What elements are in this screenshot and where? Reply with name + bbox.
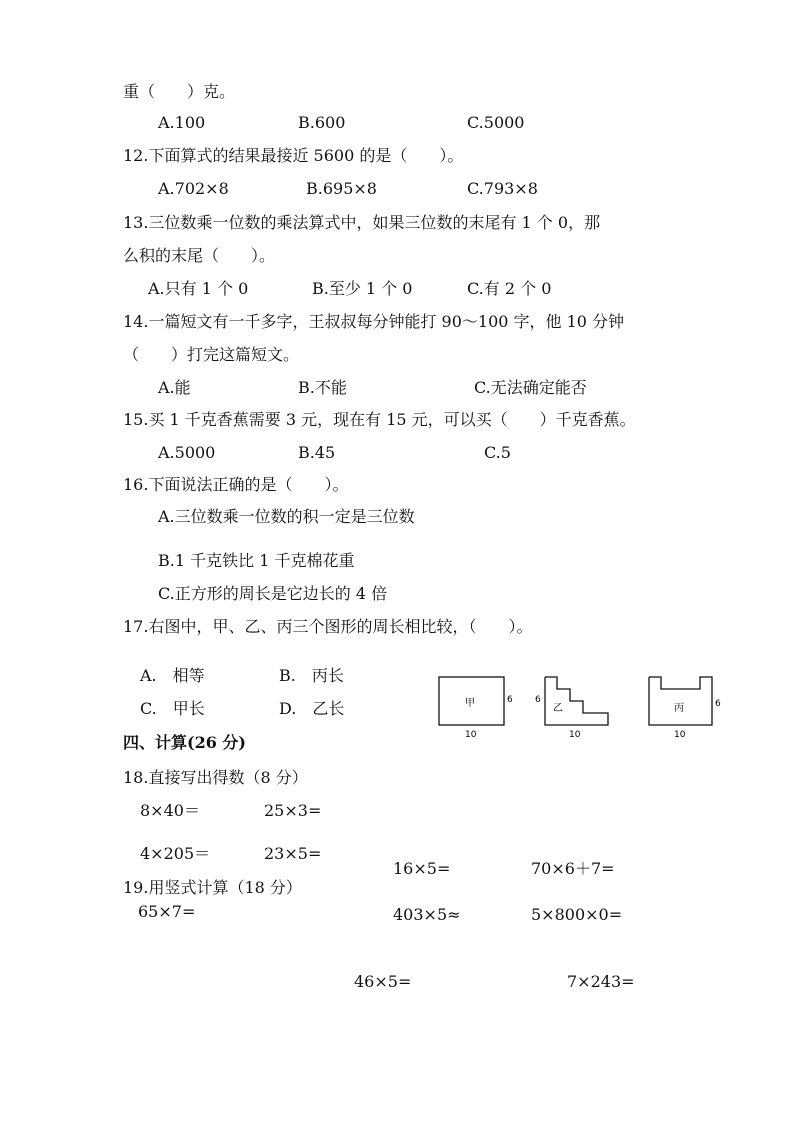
question-19: 19.用竖式计算（18 分） xyxy=(123,878,302,897)
q12-option-a: A.702×8 xyxy=(158,179,229,198)
q13-option-a: A.只有 1 个 0 xyxy=(148,279,249,298)
q11-option-a: A.100 xyxy=(158,113,206,132)
figure-jia xyxy=(432,670,522,742)
q17-option-b: B. 丙长 xyxy=(279,666,344,685)
q14-option-a: A.能 xyxy=(158,378,191,397)
q11-option-c: C.5000 xyxy=(467,113,525,132)
calc-403x5: 403×5≈ xyxy=(393,905,461,924)
q14-option-b: B.不能 xyxy=(298,378,347,397)
q12-option-c: C.793×8 xyxy=(467,179,538,198)
q11-tail: 重（ ）克。 xyxy=(123,82,236,101)
figure-jia-height: 6 xyxy=(507,695,513,705)
calc-4x205: 4×205＝ xyxy=(140,844,211,863)
q12-option-b: B.695×8 xyxy=(306,179,377,198)
q15-option-b: B.45 xyxy=(298,443,336,462)
q13-option-c: C.有 2 个 0 xyxy=(467,279,552,298)
q16-option-b: B.1 千克铁比 1 千克棉花重 xyxy=(158,551,355,570)
calc-46x5: 46×5= xyxy=(354,972,412,991)
calc-25x3: 25×3= xyxy=(264,801,322,820)
question-14-line2: （ ）打完这篇短文。 xyxy=(123,345,300,364)
question-14-line1: 14.一篇短文有一千多字，王叔叔每分钟能打 90～100 字，他 10 分钟 xyxy=(123,312,625,331)
q11-option-b: B.600 xyxy=(298,113,346,132)
q17-option-c: C. 甲长 xyxy=(140,699,205,718)
question-18: 18.直接写出得数（8 分） xyxy=(123,768,308,787)
calc-8x40: 8×40＝ xyxy=(140,801,200,820)
figure-yi xyxy=(532,670,622,742)
q14-option-c: C.无法确定能否 xyxy=(474,378,587,397)
figure-bing-width: 10 xyxy=(674,730,686,740)
question-16: 16.下面说法正确的是（ ）。 xyxy=(123,475,349,494)
section-4-heading: 四、计算(26 分) xyxy=(123,733,246,752)
figure-bing-label: 丙 xyxy=(674,703,684,714)
question-13-line2: 么积的末尾（ ）。 xyxy=(123,246,276,265)
question-15: 15.买 1 千克香蕉需要 3 元，现在有 15 元，可以买（ ）千克香蕉。 xyxy=(123,410,636,429)
q15-option-c: C.5 xyxy=(484,443,511,462)
calc-23x5: 23×5= xyxy=(264,844,322,863)
figure-bing xyxy=(640,670,730,742)
question-12: 12.下面算式的结果最接近 5600 的是（ ）。 xyxy=(123,146,464,165)
q15-option-a: A.5000 xyxy=(158,443,216,462)
q13-option-b: B.至少 1 个 0 xyxy=(312,279,413,298)
figure-bing-height: 6 xyxy=(715,699,721,709)
q17-option-d: D. 乙长 xyxy=(279,699,345,718)
figure-yi-label: 乙 xyxy=(553,703,563,714)
q16-option-c: C.正方形的周长是它边长的 4 倍 xyxy=(158,584,388,603)
question-13-line1: 13.三位数乘一位数的乘法算式中，如果三位数的末尾有 1 个 0，那 xyxy=(123,213,601,232)
q17-option-a: A. 相等 xyxy=(140,666,205,685)
figure-yi-height: 6 xyxy=(535,695,541,705)
q16-option-a: A.三位数乘一位数的积一定是三位数 xyxy=(158,507,415,526)
calc-65x7: 65×7= xyxy=(138,902,196,921)
figure-yi-width: 10 xyxy=(569,730,581,740)
calc-70x6-plus-7: 70×6＋7= xyxy=(531,859,615,878)
calc-5x800x0: 5×800×0= xyxy=(531,905,623,924)
question-17: 17.右图中，甲、乙、丙三个图形的周长相比较，（ ）。 xyxy=(123,617,533,636)
figure-jia-label: 甲 xyxy=(465,698,475,709)
calc-16x5: 16×5= xyxy=(393,859,451,878)
calc-7x243: 7×243= xyxy=(567,972,635,991)
figure-jia-width: 10 xyxy=(465,730,477,740)
